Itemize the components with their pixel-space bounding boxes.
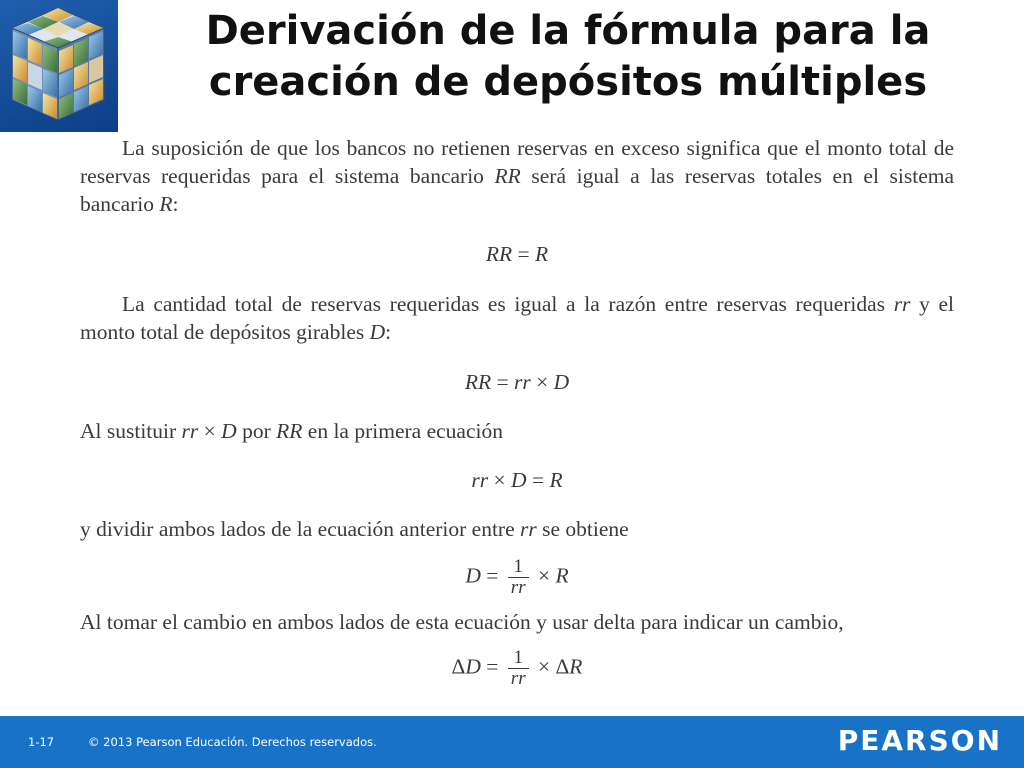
paragraph-4: y dividir ambos lados de la ecuación anterior entre rr se obtiene xyxy=(80,517,629,541)
paragraph-5: Al tomar el cambio en ambos lados de esta ecuación y usar delta para indicar un cambio, xyxy=(80,610,844,634)
equation-3: rr × D = R xyxy=(471,468,563,492)
slide-body xyxy=(80,134,954,689)
equation-4: D = $\frac{1}{rr}$ × R xyxy=(465,556,569,598)
paragraph-3: Al sustituir rr × D por RR en la primera ecuación xyxy=(80,419,503,443)
equation-1: RR = R xyxy=(485,242,549,266)
slide-title-line-2: creación de depósitos múltiples xyxy=(208,59,928,105)
pearson-logo: PEARSON xyxy=(837,724,1002,757)
equation-2: RR = rr × D xyxy=(464,370,570,394)
cube-logo-icon xyxy=(0,0,118,132)
copyright-notice: © 2013 Pearson Educación. Derechos reservados. xyxy=(88,735,377,749)
fraction-1-over-rr-delta: $\frac{1}{rr}$ xyxy=(508,648,529,689)
slide-title xyxy=(128,6,1008,108)
fraction-1-over-rr: $\frac{1}{rr}$ xyxy=(508,557,529,598)
footer-bar xyxy=(0,716,1024,768)
slide-title-line-1: Derivación de la fórmula para la xyxy=(205,8,931,54)
paragraph-2: La cantidad total de reservas requeridas es igual a la razón entre reservas requeridas rr y el monto total de depósitos girables D: xyxy=(80,292,954,344)
paragraph-1: La suposición de que los bancos no retienen reservas en exceso significa que el monto total de reservas requeridas para el sistema bancario RR será igual a las reservas totales en el sistema bancario R: xyxy=(80,136,954,216)
page-number: 1-17 xyxy=(28,735,55,749)
equation-5: ΔD = $\frac{1}{rr}$ × ΔR xyxy=(451,647,583,689)
